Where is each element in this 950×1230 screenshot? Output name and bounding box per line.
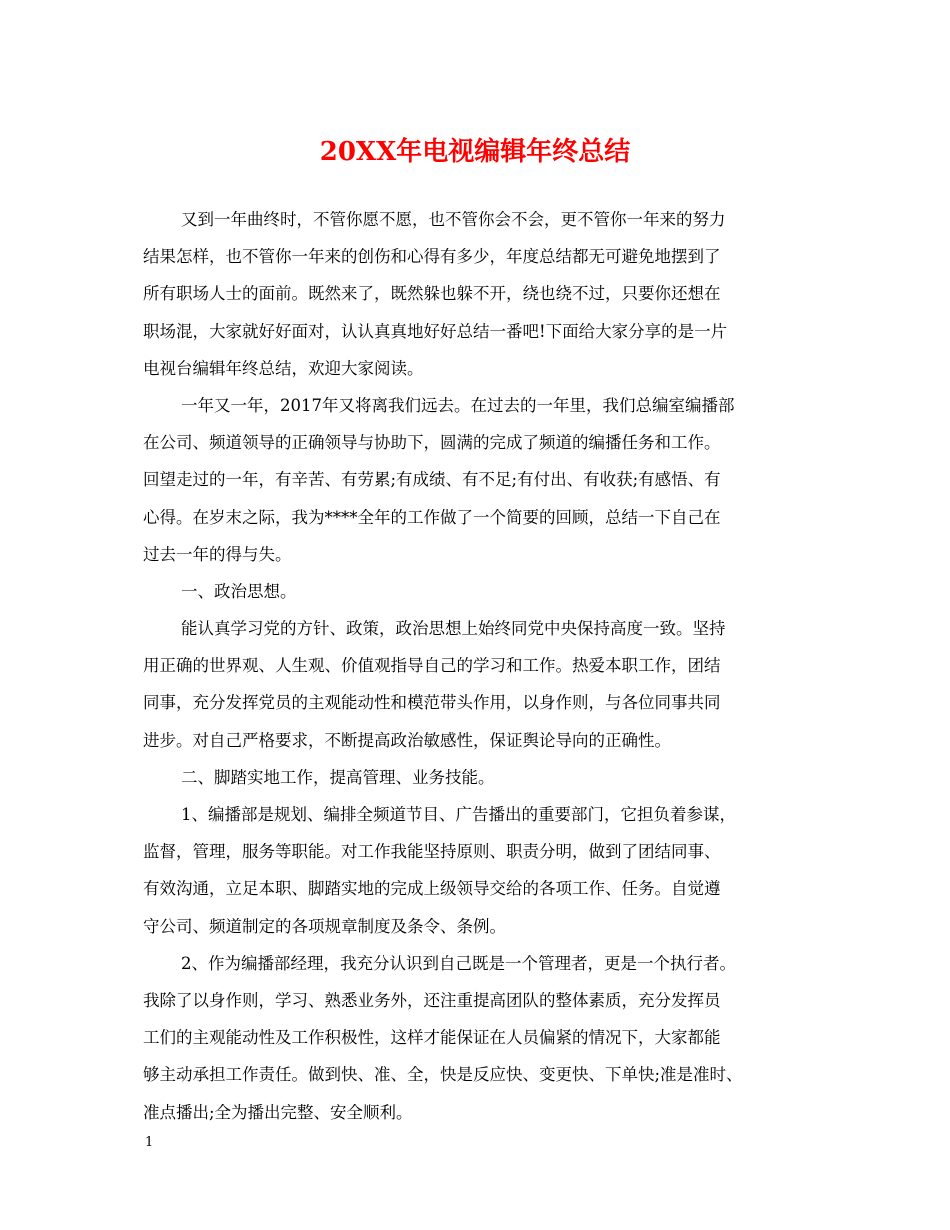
text-line: 工们的主观能动性及工作积极性，这样才能保证在人员偏紧的情况下，大家都能 [143,1028,721,1048]
text-line: 二、脚踏实地工作，提高管理、业务技能。 [181,767,495,787]
text-line: 同事，充分发挥党员的主观能动性和模范带头作用，以身作则，与各位同事共同 [143,693,721,713]
text-line: 心得。在岁末之际，我为****全年的工作做了一个简要的回顾，总结一下自己在 [143,507,721,527]
text-line: 2、作为编播部经理，我充分认识到自己既是一个管理者，更是一个执行者。 [181,953,736,973]
paragraph-work-item-2 [143,945,823,1131]
text-line: 有效沟通，立足本职、脚踏实地的完成上级领导交给的各项工作、任务。自觉遵 [143,879,721,899]
text-line: 过去一年的得与失。 [143,544,292,564]
text-line: 所有职场人士的面前。既然来了，既然躲也躲不开，绕也绕不过，只要你还想在 [143,284,721,304]
text-line: 电视台编辑年终总结，欢迎大家阅读。 [143,358,424,378]
text-line: 一年又一年，2017年又将离我们远去。在过去的一年里，我们总编室编播部 [181,395,735,415]
text-line: 回望走过的一年，有辛苦、有劳累;有成绩、有不足;有付出、有收获;有感悟、有 [143,470,721,490]
text-line: 在公司、频道领导的正确领导与协助下，圆满的完成了频道的编播任务和工作。 [143,433,721,453]
text-line: 够主动承担工作责任。做到快、准、全，快是反应快、变更快、下单快;准是准时、 [143,1065,743,1085]
text-line: 又到一年曲终时，不管你愿不愿，也不管你会不会，更不管你一年来的努力 [181,210,726,229]
text-line: 监督，管理，服务等职能。对工作我能坚持原则、职责分明，做到了团结同事、 [143,842,721,862]
text-line: 职场混，大家就好好面对，认认真真地好好总结一番吧!下面给大家分享的是一片 [143,321,728,341]
section-heading-work [143,759,823,796]
text-line: 用正确的世界观、人生观、价值观指导自己的学习和工作。热爱本职工作，团结 [143,656,721,676]
text-line: 我除了以身作则，学习、熟悉业务外，还注重提高团队的整体素质，充分发挥员 [143,990,721,1010]
text-line: 结果怎样，也不管你一年来的创伤和心得有多少，年度总结都无可避免地摆到了 [143,247,721,267]
paragraph-intro [143,201,823,387]
document-title: 20XX年电视编辑年终总结 [319,137,631,167]
text-line: 守公司、频道制定的各项规章制度及条令、条例。 [143,916,506,936]
paragraph-overview [143,387,823,573]
page-number: 1 [145,1135,154,1150]
paragraph-work-item-1 [143,796,823,945]
text-line: 1、编播部是规划、编排全频道节目、广告播出的重要部门，它担负着参谋， [181,805,736,824]
paragraph-politics [143,610,823,759]
text-line: 一、政治思想。 [181,581,297,601]
document-body [143,201,823,1131]
text-line: 准点播出;全为播出完整、安全顺利。 [143,1102,413,1122]
text-line: 能认真学习党的方针、政策，政治思想上始终同党中央保持高度一致。坚持 [181,619,726,639]
text-line: 进步。对自己严格要求，不断提高政治敏感性，保证舆论导向的正确性。 [143,730,671,750]
section-heading-politics [143,573,823,610]
